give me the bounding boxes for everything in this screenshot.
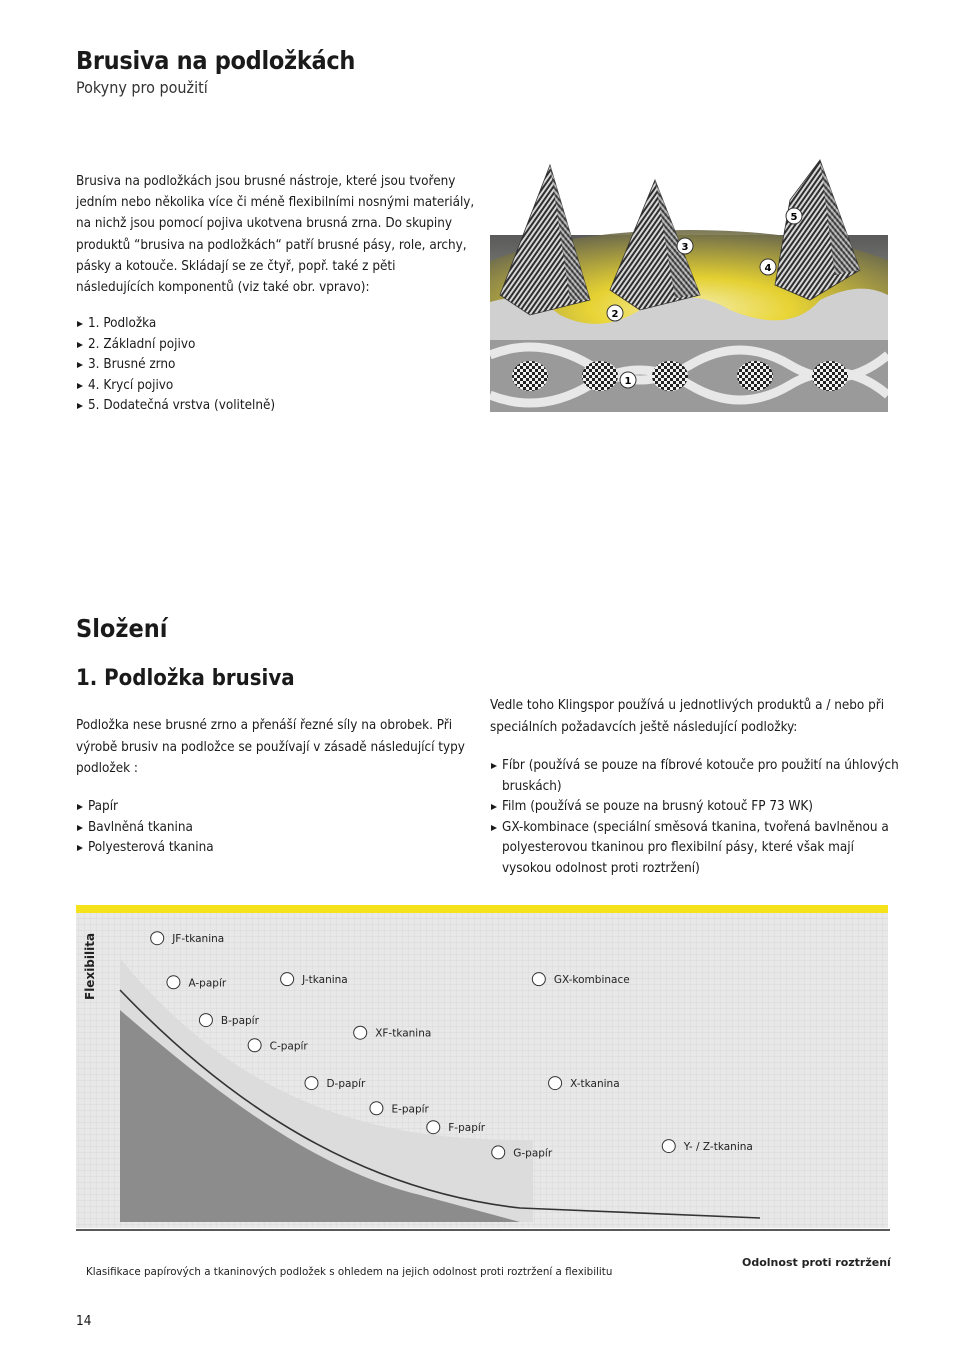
point-marker (370, 1102, 383, 1115)
list-item: GX-kombinace (speciální směsová tkanina, tvořená bavlněnou a polyesterovou tkaninou pro flexibilní pásy, které však mají vysokou odolnost proti roztržení) (490, 818, 900, 880)
fiber-bundle (512, 361, 548, 391)
chart-point (167, 976, 227, 990)
chart-caption: Klasifikace papírových a tkaninových podložek s ohledem na jejich odolnost proti roztržení a flexibilitu (86, 1266, 613, 1278)
point-marker (281, 973, 294, 986)
svg-text:5: 5 (790, 212, 798, 223)
point-label: GX-kombinace (553, 974, 630, 987)
point-label: C-papír (269, 1040, 308, 1053)
point-marker (199, 1014, 212, 1027)
fiber-bundle (737, 361, 773, 391)
page-number: 14 (76, 1313, 92, 1329)
point-label: A-papír (188, 977, 227, 990)
chart-point (199, 1014, 259, 1028)
chart-point (492, 1146, 553, 1160)
intro-paragraph: Brusiva na podložkách jsou brusné nástroje, které jsou tvořeny jedním nebo několika více či méně flexibilními nosnými materiály, na nichž jsou pomocí pojiva ukotvena brusná zrna. Do skupiny produktů “brusiva na podložkách“ patří brusné pásy, role, archy, pásky a kotouče. Skládají se ze čtyř, popř. také z pěti následujících komponentů (viz také obr. vpravo): (76, 174, 475, 296)
point-label: X-tkanina (570, 1078, 620, 1091)
page-title: Brusiva na podložkách (76, 46, 356, 75)
left-list (76, 797, 214, 859)
left-paragraph: Podložka nese brusné zrno a přenáší řezné síly na obrobek. Při výrobě brusiv na podložce se používají v zásadě následující typy podložek : (76, 718, 465, 776)
point-label: G-papír (513, 1147, 553, 1160)
chart-accent-bar (76, 905, 888, 913)
point-label: J-tkanina (302, 974, 348, 987)
point-label: Y- / Z-tkanina (683, 1141, 753, 1154)
svg-text:3: 3 (681, 242, 689, 253)
list-item: 2. Základní pojivo (76, 335, 275, 356)
list-item: Fíbr (používá se pouze na fíbrové kotouče pro použití na úhlových bruskách) (490, 756, 900, 797)
list-item: 4. Krycí pojivo (76, 376, 275, 397)
point-marker (492, 1146, 505, 1159)
right-list (490, 756, 900, 880)
chart-point (151, 932, 225, 946)
point-label: D-papír (326, 1078, 366, 1091)
x-axis-label: Odolnost proti roztržení (742, 1256, 891, 1269)
marker-1 (620, 372, 636, 388)
list-item: Film (používá se pouze na brusný kotouč FP 73 WK) (490, 797, 900, 818)
svg-text:1: 1 (624, 376, 632, 387)
list-item: 3. Brusné zrno (76, 355, 275, 376)
list-item: 1. Podložka (76, 314, 275, 335)
chart-point (281, 973, 348, 987)
chart-point (305, 1077, 366, 1091)
list-item: 5. Dodatečná vrstva (volitelně) (76, 396, 275, 417)
point-marker (427, 1121, 440, 1134)
point-marker (354, 1026, 367, 1039)
point-label: E-papír (391, 1103, 429, 1116)
marker-3 (677, 238, 693, 254)
right-paragraph: Vedle toho Klingspor používá u jednotlivých produktů a / nebo při speciálních požadavcích ještě následující podložky: (490, 698, 885, 735)
fiber-bundle (582, 361, 618, 391)
backing-classification-chart (0, 900, 960, 1290)
point-label: XF-tkanina (375, 1027, 432, 1040)
point-marker (662, 1140, 675, 1153)
point-marker (248, 1039, 261, 1052)
list-item: Bavlněná tkanina (76, 818, 214, 839)
svg-text:2: 2 (611, 309, 619, 320)
chart-point (248, 1039, 308, 1053)
section-title: Složení (76, 614, 168, 643)
point-marker (305, 1077, 318, 1090)
chart-point (549, 1077, 620, 1091)
y-axis-label: Flexibilita (83, 932, 97, 1000)
marker-5 (786, 208, 802, 224)
fiber-bundle (812, 361, 848, 391)
point-marker (549, 1077, 562, 1090)
chart-point (427, 1121, 486, 1135)
point-label: B-papír (220, 1015, 259, 1028)
point-label: F-papír (448, 1122, 486, 1135)
marker-2 (607, 305, 623, 321)
section-subtitle: 1. Podložka brusiva (76, 666, 295, 691)
point-marker (151, 932, 164, 945)
list-item: Papír (76, 797, 214, 818)
point-label: JF-tkanina (172, 933, 225, 946)
page-subtitle: Pokyny pro použití (76, 78, 208, 97)
fiber-bundle (652, 361, 688, 391)
svg-text:4: 4 (764, 263, 772, 274)
marker-4 (760, 259, 776, 275)
abrasive-cross-section-figure (490, 150, 888, 412)
chart-point (370, 1102, 430, 1116)
point-marker (167, 976, 180, 989)
components-list (76, 314, 275, 417)
list-item: Polyesterová tkanina (76, 838, 214, 859)
point-marker (532, 973, 545, 986)
